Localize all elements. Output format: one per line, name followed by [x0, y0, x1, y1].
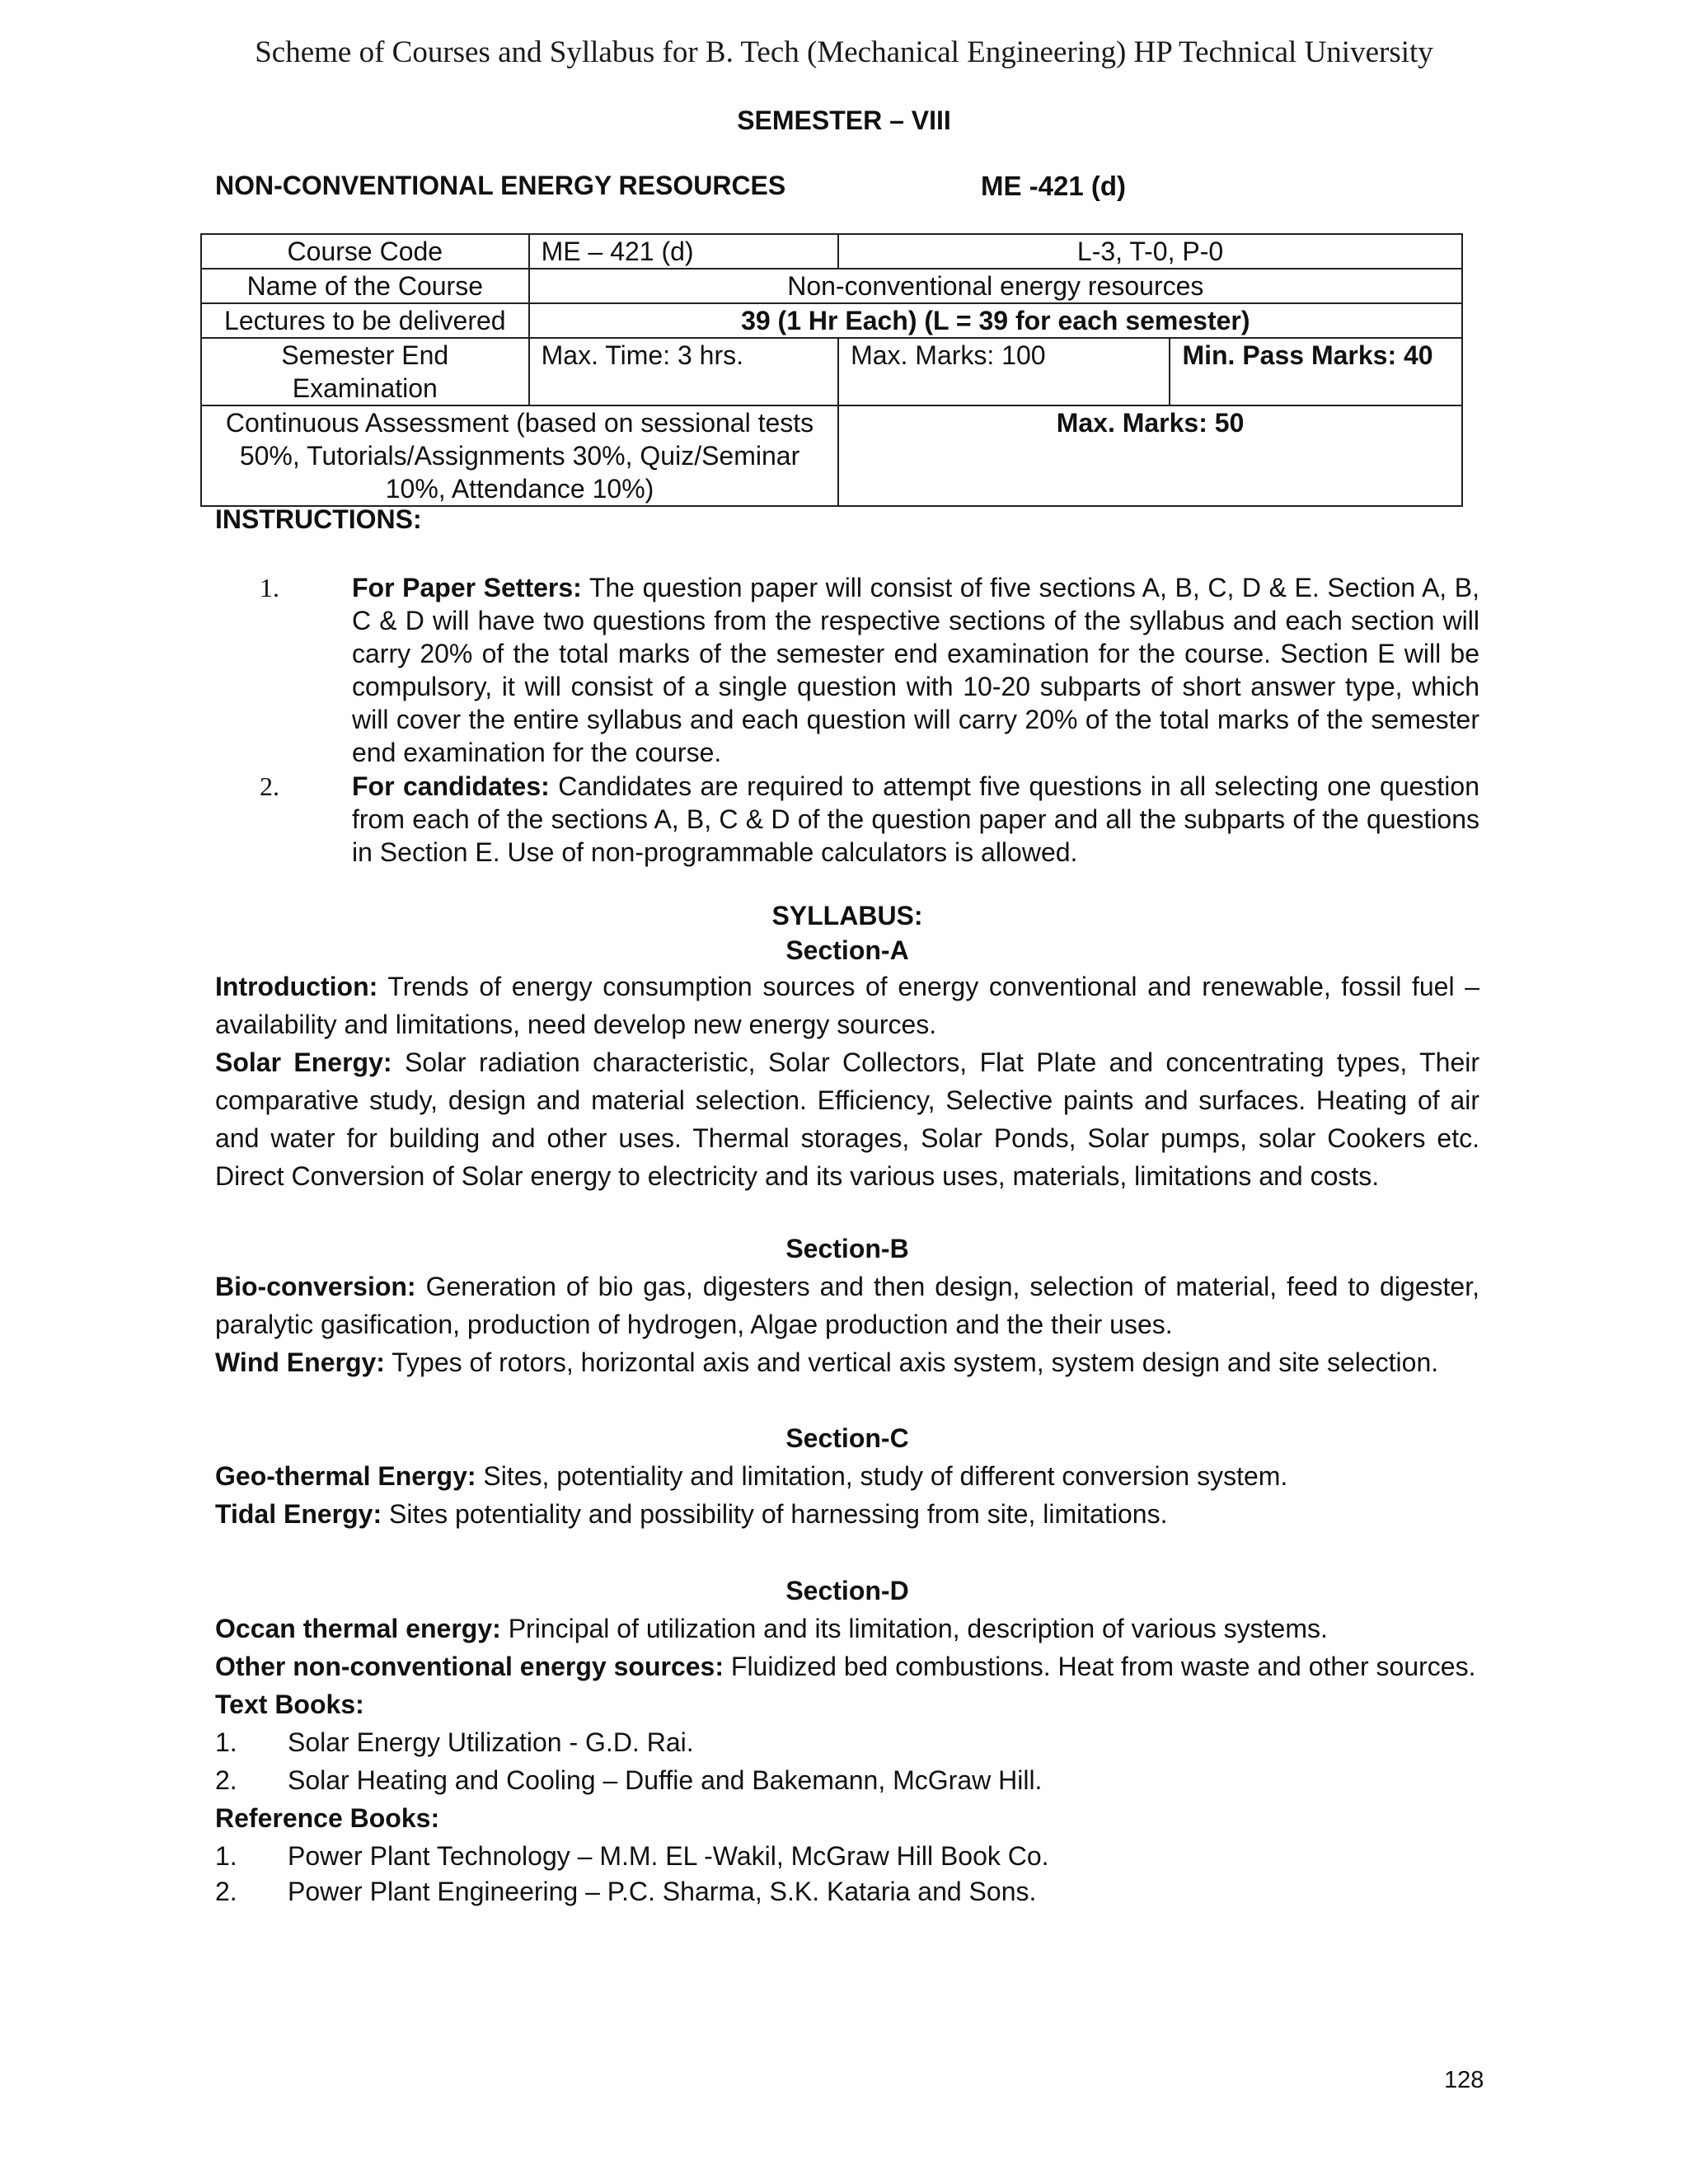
syllabus-section-b [215, 1230, 1479, 1381]
table-row [201, 303, 1462, 338]
wind-energy-paragraph [215, 1343, 1479, 1381]
list-number: 2. [215, 1877, 237, 1906]
instruction-number: 1. [260, 573, 279, 602]
section-d-title: Section-D [785, 1576, 909, 1605]
course-details-table [200, 233, 1463, 507]
bio-conversion-text: Generation of bio gas, digesters and then design, selection of material, feed to digester, paralytic gasification, production of hydrogen, Algae production and the their uses. [215, 1272, 1479, 1339]
instruction-item [260, 770, 1479, 869]
introduction-paragraph [215, 968, 1479, 1043]
continuous-assessment-marks: Max. Marks: 50 [838, 405, 1462, 506]
running-header: Scheme of Courses and Syllabus for B. Tech (Mechanical Engineering) HP Technical University [255, 35, 1433, 69]
instruction-item [260, 571, 1479, 769]
bio-conversion-lead: Bio-conversion: [215, 1272, 416, 1301]
other-sources-lead: Other non-conventional energy sources: [215, 1652, 724, 1681]
table-row [201, 338, 1462, 405]
ocean-thermal-lead: Occan thermal energy: [215, 1614, 501, 1643]
list-item [215, 1875, 1479, 1908]
geothermal-lead: Geo-thermal Energy: [215, 1461, 476, 1491]
exam-label: Semester End Examination [201, 338, 529, 405]
other-sources-text: Fluidized bed combustions. Heat from waste and other sources. [724, 1652, 1476, 1681]
instruction-number: 2. [260, 771, 279, 801]
section-c-title: Section-C [785, 1423, 909, 1453]
syllabus-section-a [215, 898, 1479, 1195]
syllabus-heading: SYLLABUS: [771, 901, 923, 930]
book-entry: Power Plant Engineering – P.C. Sharma, S.K. Kataria and Sons. [288, 1877, 1037, 1906]
list-number: 1. [215, 1727, 237, 1757]
course-code-value: ME – 421 (d) [529, 234, 838, 269]
table-row [201, 234, 1462, 269]
text-books-heading: Text Books: [215, 1690, 364, 1719]
min-pass-marks: Min. Pass Marks: 40 [1170, 338, 1462, 405]
other-sources-paragraph [215, 1647, 1479, 1685]
reference-books-heading: Reference Books: [215, 1803, 440, 1833]
list-item [215, 1761, 1479, 1799]
geothermal-paragraph [215, 1457, 1479, 1495]
list-number: 1. [215, 1841, 237, 1871]
instruction-lead: For candidates: [352, 771, 550, 801]
course-code-heading: ME -421 (d) [981, 171, 1127, 201]
solar-energy-paragraph [215, 1043, 1479, 1195]
instruction-text: The question paper will consist of five sections A, B, C, D & E. Section A, B, C & D will have two questions from the respective sections of the syllabus and each section will carry 20% of the total marks of the semester end examination for the course. Section E will be compulsory, it will consist of a single question with 10-20 subparts of short answer type, which will cover the entire syllabus and each question will carry 20% of the total marks of the semester end examination for the course. [352, 573, 1480, 767]
instruction-lead: For Paper Setters: [352, 573, 582, 602]
course-code-label: Course Code [201, 234, 529, 269]
section-a-title: Section-A [785, 935, 909, 965]
ocean-thermal-paragraph [215, 1610, 1479, 1647]
semester-heading: SEMESTER – VIII [737, 105, 951, 135]
instruction-text: Candidates are required to attempt five questions in all selecting one question from each of the sections A, B, C & D of the question paper and all the subparts of the questions in Section E. Use of non-programmable calculators is allowed. [352, 771, 1480, 867]
book-entry: Solar Heating and Cooling – Duffie and Bakemann, McGraw Hill. [288, 1765, 1043, 1795]
instructions-heading: INSTRUCTIONS: [215, 504, 422, 534]
continuous-assessment-label: Continuous Assessment (based on sessional tests 50%, Tutorials/Assignments 30%, Quiz/Seminar 10%, Attendance 10%) [201, 405, 838, 506]
syllabus-section-d [215, 1572, 1479, 1908]
course-name-value: Non-conventional energy resources [529, 269, 1462, 303]
list-item [215, 1837, 1479, 1875]
bio-conversion-paragraph [215, 1268, 1479, 1343]
book-entry: Power Plant Technology – M.M. EL -Wakil, McGraw Hill Book Co. [288, 1841, 1049, 1871]
ocean-thermal-text: Principal of utilization and its limitation, description of various systems. [500, 1614, 1328, 1643]
lectures-value: 39 (1 Hr Each) (L = 39 for each semester) [529, 303, 1462, 338]
wind-energy-lead: Wind Energy: [215, 1347, 385, 1377]
solar-energy-lead: Solar Energy: [215, 1047, 392, 1077]
introduction-text: Trends of energy consumption sources of energy conventional and renewable, fossil fuel – availability and limitations, need develop new energy sources. [215, 972, 1479, 1039]
course-title: NON-CONVENTIONAL ENERGY RESOURCES [215, 171, 786, 200]
geothermal-text: Sites, potentiality and limitation, study of different conversion system. [476, 1461, 1288, 1491]
table-row [201, 405, 1462, 506]
page-number: 128 [1444, 2067, 1484, 2093]
syllabus-section-c [215, 1419, 1479, 1533]
max-time: Max. Time: 3 hrs. [529, 338, 838, 405]
course-name-label: Name of the Course [201, 269, 529, 303]
tidal-energy-paragraph [215, 1495, 1479, 1533]
solar-energy-text: Solar radiation characteristic, Solar Collectors, Flat Plate and concentrating types, Their comparative study, design and material selection. Efficiency, Selective paints and surfaces. Heating of air and water for building and other uses. Thermal storages, Solar Ponds, Solar pumps, solar Cookers etc. Direct Conversion of Solar energy to electricity and its various uses, materials, limitations and costs. [215, 1047, 1480, 1191]
ltp-value: L-3, T-0, P-0 [838, 234, 1462, 269]
wind-energy-text: Types of rotors, horizontal axis and vertical axis system, system design and site selection. [384, 1347, 1439, 1377]
introduction-lead: Introduction: [215, 972, 378, 1001]
lectures-label: Lectures to be delivered [201, 303, 529, 338]
max-marks: Max. Marks: 100 [838, 338, 1170, 405]
list-item [215, 1723, 1479, 1761]
table-row [201, 269, 1462, 303]
list-number: 2. [215, 1765, 237, 1795]
book-entry: Solar Energy Utilization - G.D. Rai. [288, 1727, 694, 1757]
tidal-energy-text: Sites potentiality and possibility of harnessing from site, limitations. [382, 1499, 1168, 1529]
tidal-energy-lead: Tidal Energy: [215, 1499, 382, 1529]
section-b-title: Section-B [785, 1234, 909, 1263]
